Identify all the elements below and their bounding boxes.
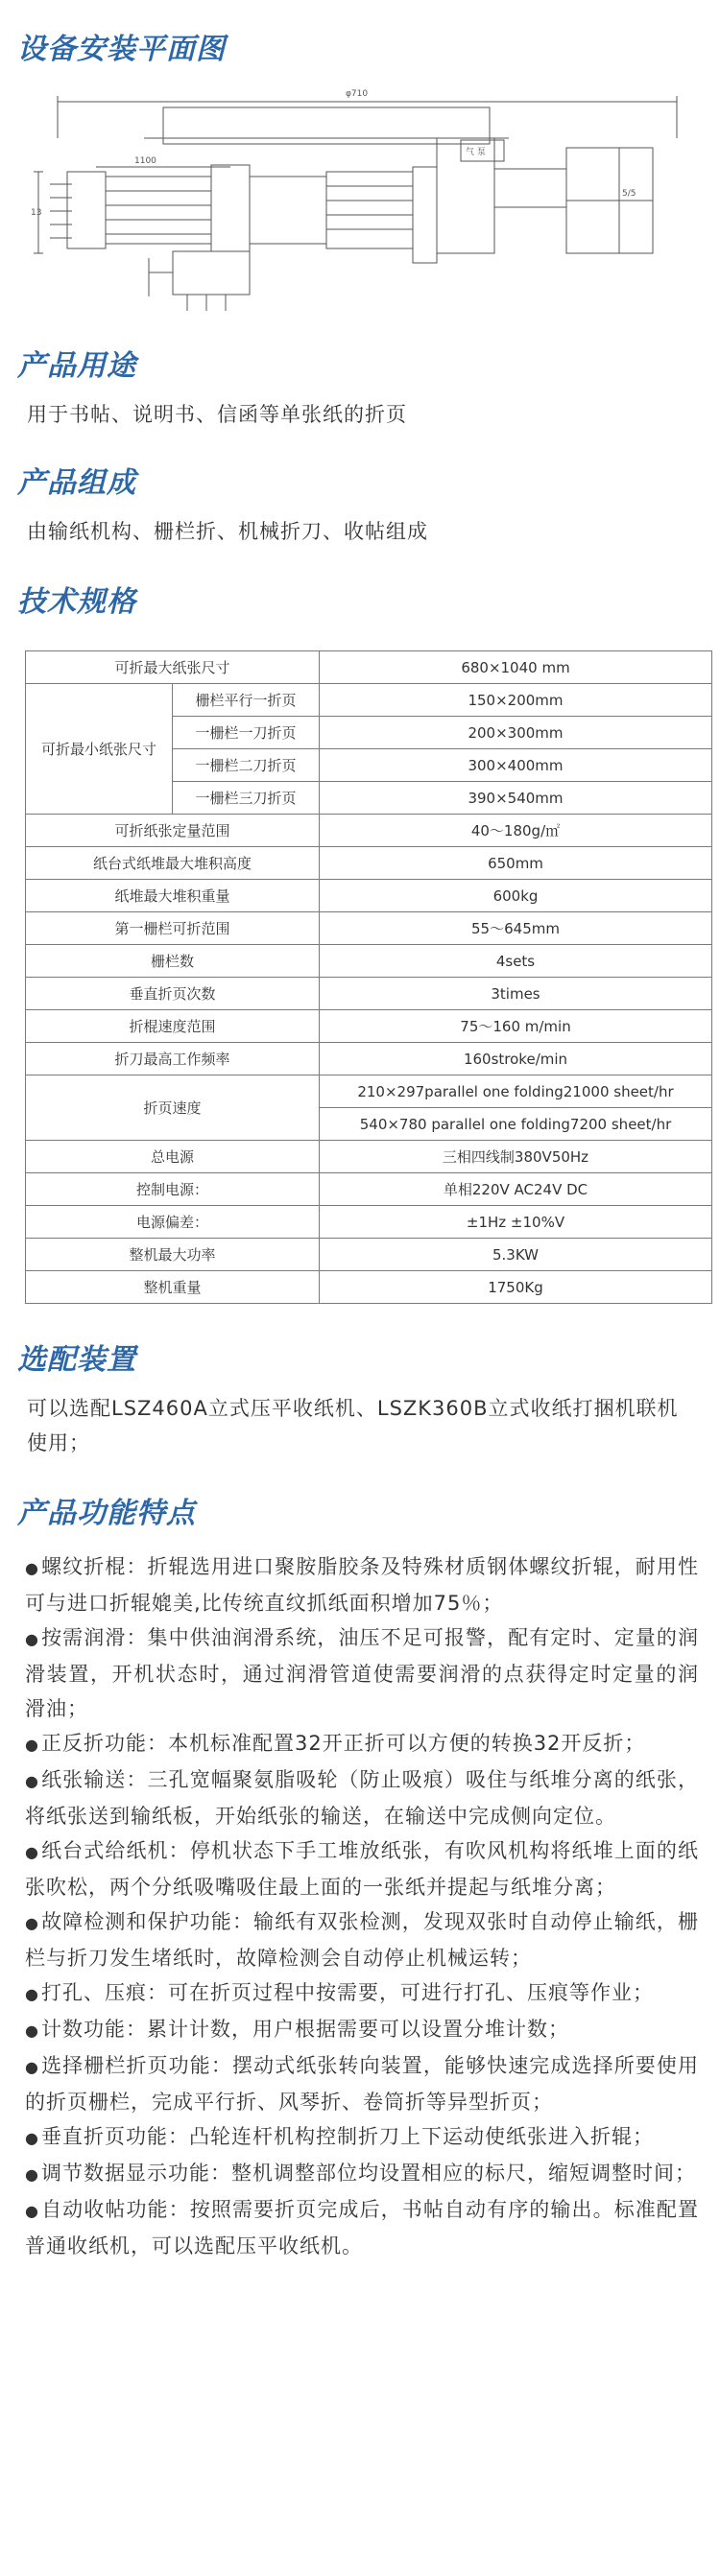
bullet-icon: ● <box>25 2202 40 2220</box>
feature-text: 调节数据显示功能：整机调整部位均设置相应的标尺，缩短调整时间； <box>40 2162 696 2185</box>
table-row <box>26 1271 712 1304</box>
feature-text: 纸台式给纸机：停机状态下手工堆放纸张，有吹风机构将纸堆上面的纸张吹松，两个分纸吸嘴吸住最上面的一张纸并提起与纸堆分离； <box>25 1839 699 1899</box>
spec-label: 电源偏差： <box>26 1206 320 1239</box>
spec-value: 4sets <box>320 945 712 978</box>
dim-top-label: φ710 <box>346 89 369 99</box>
spec-value: 540×780 parallel one folding7200 sheet/hr <box>320 1108 712 1141</box>
table-row <box>26 1075 712 1108</box>
table-row <box>26 1239 712 1271</box>
specs-heading: 技术规格 <box>17 585 136 619</box>
list-item <box>25 1975 699 2012</box>
feature-text: 纸张输送：三孔宽幅聚氨脂吸轮（防止吸痕）吸住与纸堆分离的纸张，将纸张送到输纸板，开始纸张的输送，在输送中完成侧向定位。 <box>25 1768 699 1828</box>
spec-sublabel: 一栅栏二刀折页 <box>173 749 320 782</box>
bullet-icon: ● <box>25 2129 39 2147</box>
feature-text: 计数功能：累计计数，用户根据需要可以设置分堆计数； <box>40 2018 569 2041</box>
features-heading: 产品功能特点 <box>17 1497 196 1530</box>
spec-sublabel: 栅栏平行一折页 <box>173 684 320 717</box>
spec-label: 折刀最高工作频率 <box>26 1043 320 1075</box>
options-text: 可以选配LSZ460A立式压平收纸机、LSZK360B立式收纸打捆机联机使用； <box>27 1397 679 1454</box>
spec-value: ±1Hz ±10%V <box>320 1206 712 1239</box>
spec-label: 整机重量 <box>26 1271 320 1304</box>
table-row <box>26 651 712 684</box>
usage-heading: 产品用途 <box>17 349 136 383</box>
table-row <box>26 978 712 1010</box>
bullet-icon: ● <box>25 1985 39 2003</box>
list-item <box>25 1726 699 1762</box>
feature-text: 自动收帖功能：按照需要折页完成后，书帖自动有序的输出。标准配置普通收纸机，可以选配压平收纸机。 <box>25 2198 699 2257</box>
list-item <box>25 2192 699 2263</box>
feature-text: 垂直折页功能：凸轮连杆机构控制折刀上下运动使纸张进入折辊； <box>40 2125 654 2148</box>
feature-text: 选择栅栏折页功能：摆动式纸张转向装置，能够快速完成选择所要使用的折页栅栏，完成平行折、风琴折、卷筒折等异型折页； <box>25 2054 699 2114</box>
spec-label: 可折最小纸张尺寸 <box>26 684 173 815</box>
spec-value: 600kg <box>320 880 712 912</box>
bullet-icon: ● <box>25 1843 40 1861</box>
dim-left-label: 1100 <box>134 156 156 166</box>
list-item <box>25 2119 699 2156</box>
spec-label: 整机最大功率 <box>26 1239 320 1271</box>
table-row <box>26 1206 712 1239</box>
feature-text: 打孔、压痕：可在折页过程中按需要，可进行打孔、压痕等作业； <box>40 1981 654 2004</box>
feature-list <box>25 1549 699 2263</box>
table-row <box>26 912 712 945</box>
table-row <box>26 1010 712 1043</box>
spec-value: 3times <box>320 978 712 1010</box>
spec-label: 折棍速度范围 <box>26 1010 320 1043</box>
table-row <box>26 815 712 847</box>
spec-value: 650mm <box>320 847 712 880</box>
table-row <box>26 1043 712 1075</box>
spec-value: 300×400mm <box>320 749 712 782</box>
spec-label: 总电源 <box>26 1141 320 1173</box>
usage-text: 用于书帖、说明书、信函等单张纸的折页 <box>27 403 407 426</box>
feature-text: 正反折功能：本机标准配置32开正折可以方便的转换32开反折； <box>40 1732 646 1755</box>
spec-value: 390×540mm <box>320 782 712 815</box>
spec-value: 160stroke/min <box>320 1043 712 1075</box>
table-row <box>26 1173 712 1206</box>
spec-label: 第一栅栏可折范围 <box>26 912 320 945</box>
spec-label: 折页速度 <box>26 1075 320 1141</box>
spec-sublabel: 一栅栏一刀折页 <box>173 717 320 749</box>
spec-value: 75～160 m/min <box>320 1010 712 1043</box>
spec-value: 1750Kg <box>320 1271 712 1304</box>
spec-value: 680×1040 mm <box>320 651 712 684</box>
list-item <box>25 1549 699 1620</box>
spec-value: 210×297parallel one folding21000 sheet/hr <box>320 1075 712 1108</box>
list-item <box>25 1620 699 1726</box>
bullet-icon: ● <box>25 1559 40 1577</box>
table-row <box>26 880 712 912</box>
table-row <box>26 945 712 978</box>
composition-heading: 产品组成 <box>17 466 136 500</box>
install-heading: 设备安装平面图 <box>17 33 226 66</box>
list-item <box>25 2048 699 2119</box>
spec-label: 控制电源： <box>26 1173 320 1206</box>
dim-height-label: 13 <box>31 208 42 218</box>
spec-label: 纸堆最大堆积重量 <box>26 880 320 912</box>
composition-text: 由输纸机构、栅栏折、机械折刀、收帖组成 <box>27 520 428 543</box>
bullet-icon: ● <box>25 1736 39 1754</box>
list-item <box>25 1904 699 1975</box>
bullet-icon: ● <box>25 1630 40 1648</box>
spec-label: 可折纸张定量范围 <box>26 815 320 847</box>
bullet-icon: ● <box>25 2021 39 2040</box>
feature-text: 螺纹折棍：折辊选用进口聚胺脂胶条及特殊材质钢体螺纹折辊，耐用性可与进口折辊媲美,比传统直纹抓纸面积增加75％； <box>25 1555 699 1615</box>
table-row <box>26 1141 712 1173</box>
feature-text: 按需润滑：集中供油润滑系统，油压不足可报警，配有定时、定量的润滑装置，开机状态时，通过润滑管道使需要润滑的点获得定时定量的润滑油； <box>25 1626 699 1720</box>
table-row <box>26 684 712 717</box>
options-heading: 选配装置 <box>17 1343 136 1377</box>
feature-text: 故障检测和保护功能：输纸有双张检测，发现双张时自动停止输纸，栅栏与折刀发生堵纸时，故障检测会自动停止机械运转； <box>25 1910 699 1970</box>
spec-value: 200×300mm <box>320 717 712 749</box>
spec-value: 55～645mm <box>320 912 712 945</box>
spec-label: 可折最大纸张尺寸 <box>26 651 320 684</box>
spec-value: 三相四线制380V50Hz <box>320 1141 712 1173</box>
dim-right-label: 5/5 <box>622 189 636 199</box>
spec-value: 5.3KW <box>320 1239 712 1271</box>
spec-label: 纸台式纸堆最大堆积高度 <box>26 847 320 880</box>
list-item <box>25 2156 699 2192</box>
bullet-icon: ● <box>25 1914 40 1932</box>
spec-label: 垂直折页次数 <box>26 978 320 1010</box>
bullet-icon: ● <box>25 2165 39 2184</box>
list-item <box>25 1762 699 1833</box>
spec-value: 40～180g/㎡ <box>320 815 712 847</box>
spec-table <box>25 650 712 1304</box>
pump-box-label: 气 泵 <box>466 148 486 157</box>
spec-value: 150×200mm <box>320 684 712 717</box>
spec-label: 栅栏数 <box>26 945 320 978</box>
table-row <box>26 847 712 880</box>
list-item <box>25 2012 699 2048</box>
list-item <box>25 1833 699 1904</box>
spec-value: 单相220V AC24V DC <box>320 1173 712 1206</box>
installation-plan-drawing <box>29 81 691 320</box>
bullet-icon: ● <box>25 1772 40 1790</box>
bullet-icon: ● <box>25 2058 40 2076</box>
spec-sublabel: 一栅栏三刀折页 <box>173 782 320 815</box>
